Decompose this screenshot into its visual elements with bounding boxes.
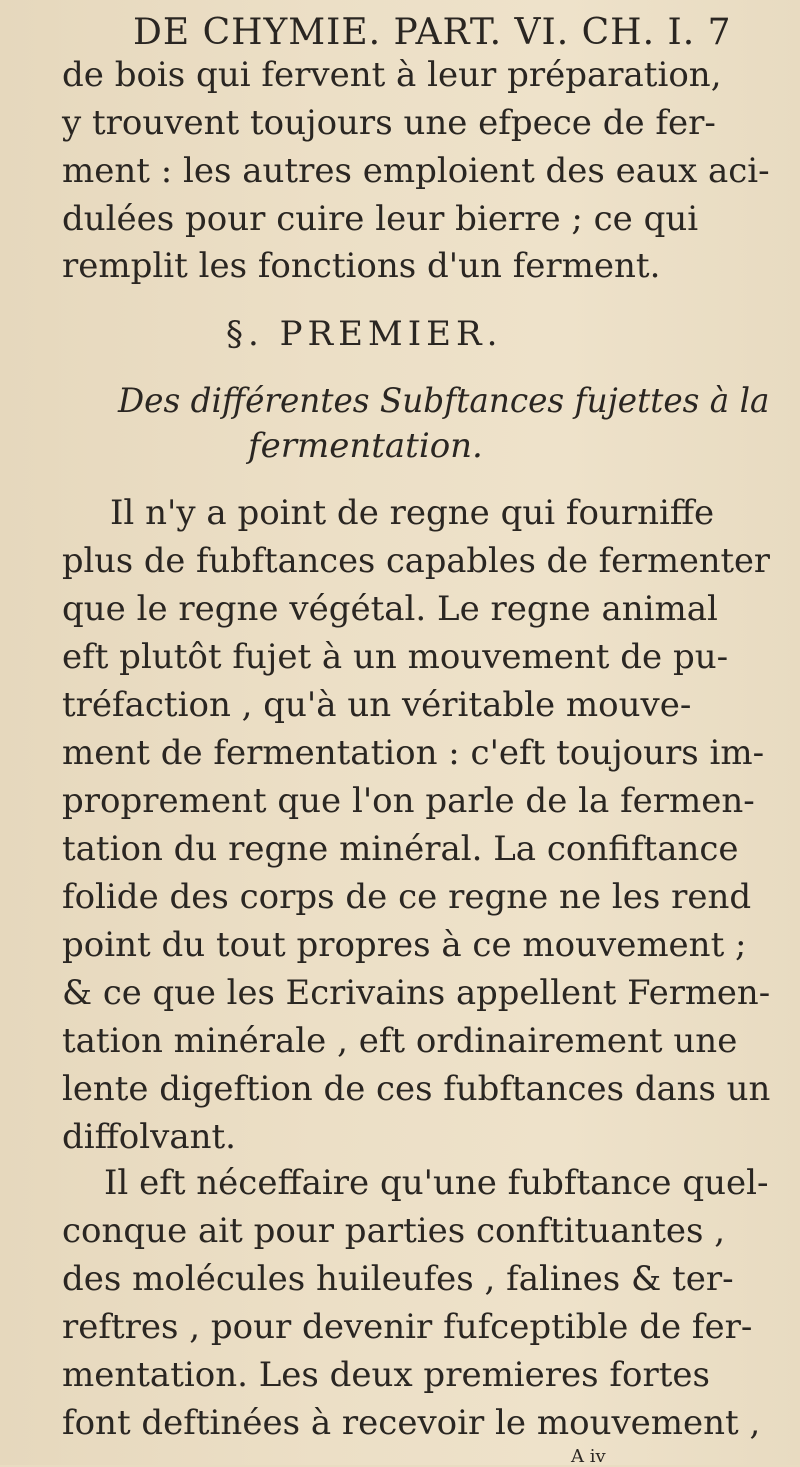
text-line: mentation. Les deux premieres fortes (62, 1355, 710, 1395)
text-line: que le regne végétal. Le regne animal (62, 589, 718, 629)
text-line: ment : les autres emploient des eaux aci- (62, 151, 770, 191)
text-line: font deftinées à recevoir le mouvement , (62, 1403, 761, 1443)
text-line: remplit les fonctions d'un ferment. (62, 246, 661, 286)
text-line: reftres , pour devenir fufceptible de fer- (62, 1307, 753, 1347)
text-line: Il n'y a point de regne qui fourniffe (110, 493, 715, 533)
text-line: y trouvent toujours une efpece de fer- (62, 103, 716, 143)
text-line: proprement que l'on parle de la fermen- (62, 781, 755, 821)
text-line: ment de fermentation : c'eft toujours im- (62, 733, 765, 773)
text-line: de bois qui fervent à leur préparation, (62, 55, 722, 95)
text-line: tréfaction , qu'à un véritable mouve- (62, 685, 692, 725)
catchword: A iv (571, 1446, 606, 1467)
running-head: DE CHYMIE. PART. VI. CH. I. 7 (133, 12, 732, 53)
text-line: des molécules huileufes , falines & ter- (62, 1259, 734, 1299)
text-line: plus de fubftances capables de fermenter (62, 541, 771, 581)
section-subtitle: Des différentes Subftances fujettes à la (118, 381, 770, 421)
text-line: eft plutôt fujet à un mouvement de pu- (62, 637, 729, 677)
text-line: Il eft néceffaire qu'une fubftance quel- (104, 1163, 769, 1203)
text-line: folide des corps de ce regne ne les rend (62, 877, 752, 917)
section-heading: §. PREMIER. (226, 314, 503, 354)
text-line: lente digeftion de ces fubftances dans un (62, 1069, 771, 1109)
text-line: tation du regne minéral. La confiftance (62, 829, 739, 869)
text-line: tation minérale , eft ordinairement une (62, 1021, 738, 1061)
text-line: conque ait pour parties conftituantes , (62, 1211, 726, 1251)
text-line: diffolvant. (62, 1117, 236, 1157)
text-line: dulées pour cuire leur bierre ; ce qui (62, 199, 699, 239)
section-subtitle: fermentation. (248, 426, 483, 466)
text-line: & ce que les Ecrivains appellent Fermen- (62, 973, 771, 1013)
text-line: point du tout propres à ce mouvement ; (62, 925, 747, 965)
